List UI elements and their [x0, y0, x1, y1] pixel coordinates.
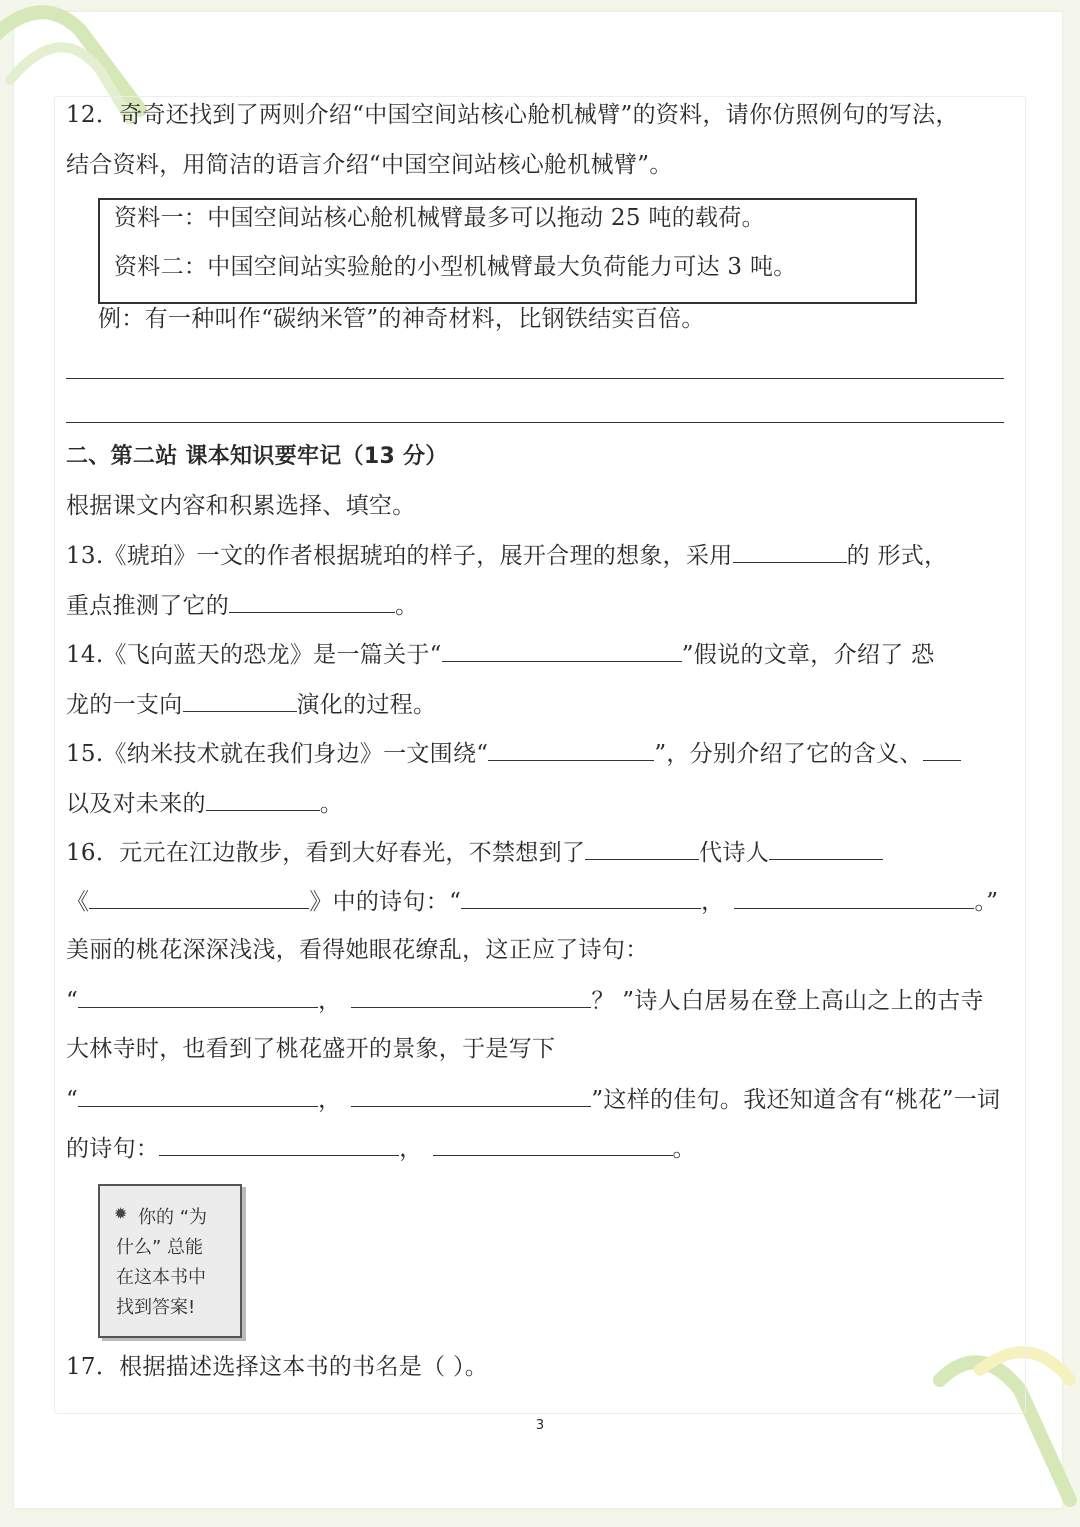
q16-blank-title[interactable] — [89, 886, 309, 909]
answer-line-2[interactable] — [66, 422, 1004, 423]
q13-blank-1[interactable] — [733, 540, 847, 563]
material-two: 资料二：中国空间站实验舱的小型机械臂最大负荷能力可达 3 吨。 — [114, 254, 797, 280]
book-text-line2: 什么” 总能 — [116, 1237, 204, 1258]
q16-line6: “ ， ”这样的佳句。我还知道含有“桃花”一词 — [66, 1084, 1000, 1115]
q16-blank-dynasty[interactable] — [585, 837, 699, 860]
section-instruction: 根据课文内容和积累选择、填空。 — [66, 493, 416, 519]
book-cover-illustration — [98, 1184, 242, 1338]
q16-blank-verse-7[interactable] — [159, 1133, 399, 1156]
q16-blank-verse-5[interactable] — [78, 1084, 318, 1107]
q15-blank-2[interactable] — [923, 738, 961, 761]
q13-line1: 13.《琥珀》一文的作者根据琥珀的样子，展开合理的想象，采用 的 形式， — [66, 540, 947, 571]
lightbulb-icon: ✹ — [114, 1204, 128, 1223]
section-heading: 二、第二站 课本知识要牢记（13 分） — [66, 444, 448, 469]
q12-line2: 结合资料，用简洁的语言介绍“中国空间站核心舱机械臂”。 — [66, 152, 673, 178]
q16-blank-verse-3[interactable] — [78, 985, 318, 1008]
q15-line2: 以及对未来的 。 — [66, 788, 343, 819]
answer-line-1[interactable] — [66, 378, 1004, 379]
page-number: 3 — [535, 1418, 545, 1433]
q15-line1: 15.《纳米技术就在我们身边》一文围绕“ ”，分别介绍了它的含义、 — [66, 738, 961, 769]
q16-blank-verse-4[interactable] — [351, 985, 591, 1008]
q16-line3: 美丽的桃花深深浅浅，看得她眼花缭乱，这正应了诗句： — [66, 937, 649, 963]
material-one: 资料一：中国空间站核心舱机械臂最多可以拖动 25 吨的载荷。 — [114, 205, 765, 231]
q16-blank-verse-6[interactable] — [351, 1084, 591, 1107]
q16-line4: “ ， ？ ”诗人白居易在登上高山之上的古寺 — [66, 985, 984, 1016]
q15-blank-1[interactable] — [488, 738, 654, 761]
q16-line5: 大林寺时，也看到了桃花盛开的景象，于是写下 — [66, 1036, 556, 1062]
q16-blank-poet[interactable] — [769, 837, 883, 860]
q16-blank-verse-2[interactable] — [734, 886, 974, 909]
q12-line1: 12．奇奇还找到了两则介绍“中国空间站核心舱机械臂”的资料，请你仿照例句的写法， — [66, 102, 959, 128]
book-text-line3: 在这本书中 — [116, 1267, 206, 1288]
q14-blank-1[interactable] — [442, 639, 682, 662]
q14-line2: 龙的一支向 演化的过程。 — [66, 689, 436, 720]
q12-example: 例：有一种叫作“碳纳米管”的神奇材料，比钢铁结实百倍。 — [98, 306, 705, 332]
q13-blank-2[interactable] — [229, 590, 395, 613]
q16-blank-verse-1[interactable] — [461, 886, 701, 909]
q13-line2: 重点推测了它的 。 — [66, 590, 418, 621]
q17-line: 17．根据描述选择这本书的书名是（ ）。 — [66, 1354, 489, 1380]
q14-line1: 14.《飞向蓝天的恐龙》是一篇关于“ ”假说的文章，介绍了 恐 — [66, 639, 934, 670]
q16-line1: 16．元元在江边散步，看到大好春光，不禁想到了 代诗人 — [66, 837, 883, 868]
q14-blank-2[interactable] — [183, 689, 297, 712]
book-text-line1: 你的 “为 — [138, 1207, 208, 1228]
q16-blank-verse-8[interactable] — [433, 1133, 673, 1156]
q15-blank-3[interactable] — [206, 788, 320, 811]
materials-box — [98, 198, 917, 304]
q16-line7: 的诗句： ， 。 — [66, 1133, 696, 1164]
book-text-line4: 找到答案! — [116, 1297, 196, 1318]
q16-line2: 《 》中的诗句：“ ， 。” — [66, 886, 998, 917]
